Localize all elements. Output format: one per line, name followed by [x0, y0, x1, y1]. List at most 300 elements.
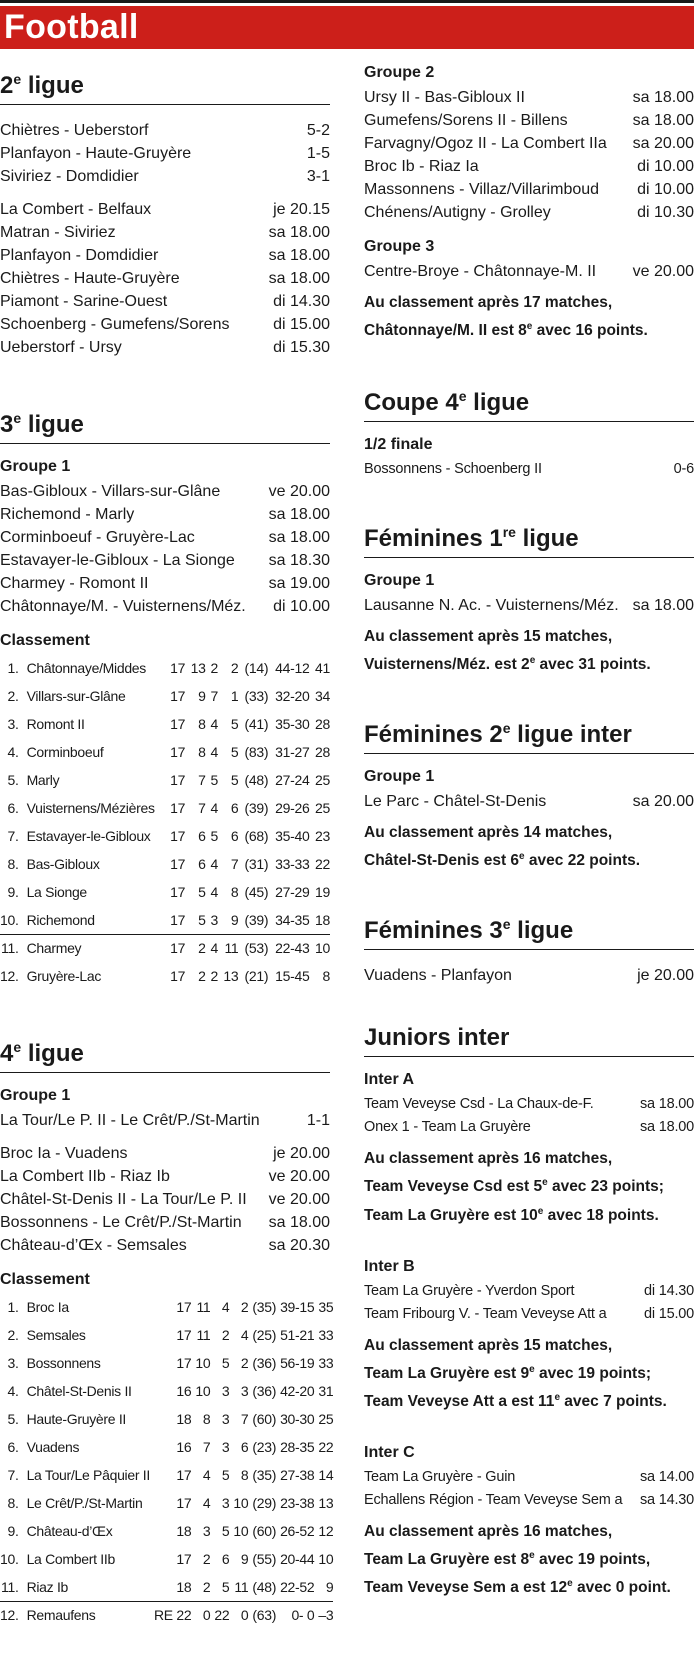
standing-losses: 6: [230, 800, 239, 816]
ligue2-groups-section: [364, 64, 694, 343]
standing-goals: 32-20: [275, 688, 310, 704]
standing-team: Marly: [26, 772, 60, 788]
standing-draws: 3: [221, 1495, 230, 1511]
fixture-row: [0, 336, 330, 359]
fem2-group-label: Groupe 1: [364, 768, 435, 786]
standing-points: 31: [318, 1383, 334, 1399]
standing-points: 10: [318, 1551, 334, 1567]
standing-played: 18: [176, 1523, 192, 1539]
standing-team: La Sionge: [26, 884, 87, 900]
standing-rank: 4.: [7, 1383, 19, 1399]
result-row: [0, 165, 330, 188]
standing-fairplay: (25): [252, 1327, 277, 1343]
standing-row: [0, 1349, 333, 1377]
standing-goals: 27-24: [275, 772, 310, 788]
standing-points: 28: [315, 716, 330, 732]
standing-rank: 5.: [7, 1411, 19, 1427]
result-row: [0, 119, 330, 142]
standing-goals: 22-52: [276, 1573, 314, 1601]
match-name: Richemond - Marly: [0, 506, 135, 523]
standing-row: [0, 906, 330, 934]
right-column: [364, 64, 694, 1632]
match-name: Châtonnaye/M. - Vuisternens/Méz.: [0, 598, 246, 615]
fem3-title: Féminines 3e ligue: [364, 909, 694, 950]
standing-fairplay: (36): [252, 1355, 277, 1371]
fixture-row: [0, 1188, 330, 1211]
match-time: sa 18.00: [639, 1096, 694, 1113]
standing-points: 22: [318, 1439, 334, 1455]
match-time: sa 20.00: [632, 135, 694, 152]
match-time: sa 18.00: [632, 597, 694, 615]
match-time: sa 18.00: [268, 270, 330, 287]
standing-row: [0, 822, 330, 850]
standing-rank: 4.: [7, 744, 19, 760]
fixture-row: [364, 790, 694, 813]
standing-wins: 3: [202, 1523, 211, 1539]
standing-row: [0, 1433, 333, 1461]
match-time: sa 18.00: [268, 247, 330, 264]
standing-fairplay: (63): [252, 1607, 277, 1624]
standing-draws: 2: [210, 660, 218, 676]
standing-row: [0, 1573, 333, 1601]
standing-points: 41: [315, 660, 330, 676]
ligue3-section: [0, 403, 330, 990]
standing-points: 14: [318, 1467, 334, 1483]
juniors-group: [364, 1258, 694, 1414]
groupe2-label: Groupe 2: [364, 64, 435, 81]
groupe3-note: Au classement après 17 matches, Châtonnaye/M. II est 8e avec 16 points.: [364, 294, 648, 340]
ligue4-group-label: Groupe 1: [0, 1087, 71, 1104]
match-time: ve 20.00: [268, 483, 330, 500]
standing-played: 17: [170, 884, 186, 900]
match-name: Chiètres - Ueberstorf: [0, 122, 149, 139]
fem1-section: [364, 517, 694, 677]
standing-wins: 11: [196, 1299, 211, 1315]
standing-wins: 5: [198, 884, 206, 900]
standing-row: [0, 850, 330, 878]
fixture-row: [364, 109, 694, 132]
standing-points: 22: [315, 856, 330, 872]
standing-fairplay: (55): [252, 1551, 277, 1567]
standing-losses: 6: [230, 828, 239, 844]
ligue4-title: 4e ligue: [0, 1032, 330, 1073]
standing-draws: 7: [210, 688, 218, 704]
standing-played: 17: [170, 716, 186, 732]
standing-wins: 13: [190, 660, 206, 676]
standing-draws: 2: [210, 968, 218, 984]
standing-row: [0, 1321, 333, 1349]
match-time: je 20.00: [273, 1145, 330, 1162]
standing-rank: 1.: [7, 1299, 19, 1315]
standing-goals: 42-20: [280, 1383, 315, 1399]
standing-losses: 5: [230, 772, 239, 788]
standing-wins: 10: [195, 1355, 211, 1371]
standing-row: [0, 1461, 333, 1489]
standing-played: 17: [176, 1299, 192, 1315]
match-score: 5-2: [306, 122, 330, 139]
match-name: Schoenberg - Gumefens/Sorens: [0, 316, 230, 333]
match-name: Centre-Broye - Châtonnaye-M. II: [364, 263, 597, 280]
standing-rank: 11.: [1, 940, 19, 957]
standing-row: [0, 1517, 333, 1545]
top-rule: [0, 0, 694, 3]
standing-team: Semsales: [26, 1327, 86, 1343]
fixture-row: [0, 549, 330, 572]
standing-losses: 2: [240, 1355, 249, 1371]
standing-goals: 15-45: [275, 968, 310, 984]
standing-team: Gruyère-Lac: [26, 968, 102, 984]
match-time: sa 18.00: [268, 1214, 330, 1231]
match-time: sa 19.00: [268, 575, 330, 592]
standing-played: RE 22: [153, 1607, 192, 1624]
coupe-group-label: 1/2 finale: [364, 436, 433, 454]
standing-row: [0, 794, 330, 822]
standing-team: La Tour/Le Pâquier II: [26, 1467, 150, 1483]
match-time: ve 20.00: [268, 1168, 330, 1185]
standing-losses: 9: [240, 1551, 249, 1567]
standing-wins: 2: [191, 1573, 210, 1601]
standing-fairplay: (14): [244, 660, 269, 676]
standing-wins: 7: [198, 800, 206, 816]
match-name: Ursy II - Bas-Gibloux II: [364, 89, 525, 106]
standing-goals: 22-43: [275, 940, 310, 957]
match-name: Onex 1 - Team La Gruyère: [364, 1119, 531, 1136]
match-time: sa 14.30: [639, 1492, 694, 1509]
standing-team: Broc Ia: [26, 1299, 69, 1315]
fixture-row: [364, 260, 694, 283]
standing-goals: 0- 0: [291, 1607, 315, 1624]
fixture-row: [0, 290, 330, 313]
match-time: sa 18.30: [268, 552, 330, 569]
match-name: Matran - Siviriez: [0, 224, 116, 241]
match-name: Corminboeuf - Gruyère-Lac: [0, 529, 195, 546]
match-name: Team La Gruyère - Guin: [364, 1469, 516, 1486]
match-time: di 14.30: [273, 293, 330, 310]
match-time: di 10.00: [637, 158, 694, 175]
standing-losses: 6: [240, 1439, 249, 1455]
fem1-title: Féminines 1re ligue: [364, 517, 694, 558]
standing-goals: 51-21: [280, 1327, 315, 1343]
standing-wins: 6: [198, 828, 206, 844]
juniors-group-note: Au classement après 15 matches, Team La Gruyère est 9e avec 19 points; Team Veveyse Att a est 11e avec 7 points.: [364, 1336, 667, 1411]
fixture-row: [0, 1234, 330, 1257]
match-name: Lausanne N. Ac. - Vuisternens/Méz.: [364, 597, 619, 615]
standing-row: [0, 1377, 333, 1405]
standing-points: 9: [314, 1573, 333, 1601]
fixture-row: [0, 572, 330, 595]
standing-draws: 4: [210, 800, 218, 816]
standing-goals: 29-26: [275, 800, 310, 816]
standing-played: 16: [176, 1439, 192, 1455]
match-time: ve 20.00: [268, 1191, 330, 1208]
standing-losses: 11: [224, 940, 239, 957]
standing-draws: 4: [210, 856, 218, 872]
match-name: Broc Ia - Vuadens: [0, 1145, 128, 1162]
standing-played: 17: [170, 856, 186, 872]
standing-losses: 13: [223, 968, 239, 984]
match-time: di 15.30: [273, 339, 330, 356]
ligue3-standings-label: Classement: [0, 632, 90, 649]
fixture-row: [0, 267, 330, 290]
ligue2-section: [0, 64, 330, 359]
match-name: Le Parc - Châtel-St-Denis: [364, 793, 547, 811]
standing-fairplay: (36): [252, 1383, 277, 1399]
standing-row: [0, 1293, 333, 1321]
standing-wins: 2: [202, 1551, 211, 1567]
standing-fairplay: (33): [244, 688, 269, 704]
fixture-row: [364, 1280, 694, 1303]
standing-fairplay: (83): [244, 744, 269, 760]
standing-row: [0, 766, 330, 794]
standing-losses: 10: [233, 1495, 249, 1511]
standing-fairplay: (39): [244, 800, 269, 816]
fixture-row: [364, 964, 694, 987]
match-name: Team Veveyse Csd - La Chaux-de-F.: [364, 1096, 594, 1113]
standing-wins: 9: [198, 688, 206, 704]
standing-wins: 0: [202, 1607, 211, 1624]
match-name: Farvagny/Ogoz II - La Combert IIa: [364, 135, 607, 152]
left-column: [0, 64, 334, 1661]
standing-played: 18: [176, 1411, 192, 1427]
standing-losses: 8: [230, 884, 239, 900]
standing-played: 18: [150, 1573, 191, 1601]
match-time: sa 20.00: [632, 793, 694, 811]
standing-row: [0, 934, 330, 962]
fixture-row: [364, 1489, 694, 1512]
standing-played: 17: [170, 660, 186, 676]
standing-goals: 30-30: [280, 1411, 315, 1427]
standing-team: Bas-Gibloux: [26, 856, 100, 872]
match-name: La Combert - Belfaux: [0, 201, 152, 218]
juniors-title: Juniors inter: [364, 1023, 694, 1057]
match-name: Bas-Gibloux - Villars-sur-Glâne: [0, 483, 221, 500]
fem2-title: Féminines 2e ligue inter: [364, 713, 694, 754]
standing-played: 17: [176, 1355, 192, 1371]
standing-points: 33: [318, 1327, 334, 1343]
standing-wins: 7: [202, 1439, 211, 1455]
match-name: Siviriez - Domdidier: [0, 168, 139, 185]
standing-losses: 7: [240, 1411, 249, 1427]
standing-losses: 10: [233, 1523, 249, 1539]
standing-wins: 8: [202, 1411, 211, 1427]
match-name: Chénens/Autigny - Grolley: [364, 204, 551, 221]
standing-draws: 4: [210, 884, 218, 900]
standing-goals: 27-29: [275, 884, 310, 900]
match-time: sa 18.00: [632, 112, 694, 129]
ligue3-group-label: Groupe 1: [0, 458, 71, 475]
standing-team: Vuadens: [26, 1439, 80, 1455]
standing-points: 10: [315, 940, 330, 957]
standing-team: Le Crêt/P./St-Martin: [26, 1495, 143, 1511]
match-name: Charmey - Romont II: [0, 575, 149, 592]
standing-fairplay: (39): [238, 906, 268, 934]
juniors-group-label: Inter C: [364, 1444, 415, 1462]
standing-losses: 2: [230, 660, 239, 676]
standing-played: 17: [176, 1495, 192, 1511]
standing-goals: 56-19: [280, 1355, 315, 1371]
match-time: sa 20.30: [268, 1237, 330, 1254]
standing-team: Riaz Ib: [25, 1573, 150, 1601]
standing-losses: 0: [240, 1607, 249, 1624]
standing-draws: 3: [221, 1439, 230, 1455]
standing-fairplay: (35): [252, 1467, 277, 1483]
standing-draws: 5: [210, 772, 218, 788]
fixture-row: [364, 155, 694, 178]
standing-played: 17: [170, 772, 186, 788]
standing-points: 34: [315, 688, 330, 704]
ligue3-title: 3e ligue: [0, 403, 330, 444]
match-time: sa 18.00: [639, 1119, 694, 1136]
match-time: di 15.00: [644, 1305, 694, 1322]
standing-goals: 23-38: [280, 1495, 315, 1511]
standing-team: Corminboeuf: [26, 744, 104, 760]
match-time: je 20.00: [637, 967, 694, 985]
fixture-row: [0, 503, 330, 526]
ligue4-section: [0, 1032, 334, 1629]
match-time: ve 20.00: [632, 263, 694, 280]
standing-wins: 4: [202, 1495, 211, 1511]
standing-played: 17: [170, 744, 186, 760]
standing-rank: 9.: [7, 884, 19, 900]
match-name: Gumefens/Sorens II - Billens: [364, 112, 568, 129]
fixture-row: [0, 1165, 330, 1188]
standing-played: 16: [176, 1383, 192, 1399]
fixture-row: [364, 594, 694, 617]
standing-row: [0, 1489, 333, 1517]
standing-rank: 6.: [7, 800, 19, 816]
standing-team: Villars-sur-Glâne: [26, 688, 126, 704]
standing-played: 17: [170, 688, 186, 704]
match-name: Planfayon - Haute-Gruyère: [0, 145, 192, 162]
standing-team: Charmey: [26, 940, 82, 957]
match-name: La Combert IIb - Riaz Ib: [0, 1168, 170, 1185]
result-row: [0, 1109, 330, 1132]
standing-team: Haute-Gruyère II: [26, 1411, 127, 1427]
standing-draws: 5: [221, 1355, 230, 1371]
standing-points: 25: [315, 800, 330, 816]
standing-row: [0, 710, 330, 738]
fixture-row: [364, 178, 694, 201]
standing-rank: 12.: [0, 1607, 19, 1624]
standing-played: 17: [176, 1327, 192, 1343]
standing-played: 17: [170, 828, 186, 844]
standing-points: 13: [318, 1495, 334, 1511]
fem2-note: Au classement après 14 matches, Châtel-St-Denis est 6e avec 22 points.: [364, 824, 641, 870]
match-time: di 10.00: [273, 598, 330, 615]
match-name: Chiètres - Haute-Gruyère: [0, 270, 180, 287]
standing-wins: 11: [196, 1327, 211, 1343]
standing-rank: 6.: [7, 1439, 19, 1455]
standing-fairplay: (31): [244, 856, 269, 872]
standing-team: Châtonnaye/Middes: [26, 660, 146, 676]
standing-row: [0, 1405, 333, 1433]
match-time: sa 18.00: [268, 506, 330, 523]
fixture-row: [364, 1466, 694, 1489]
standing-goals: 20-44: [280, 1551, 315, 1567]
standing-goals: 33-33: [275, 856, 310, 872]
match-name: Bossonnens - Le Crêt/P./St-Martin: [0, 1214, 242, 1231]
standing-wins: 2: [198, 940, 206, 957]
match-name: Team Fribourg V. - Team Veveyse Att a: [364, 1305, 607, 1322]
standing-goals: 35-40: [275, 828, 310, 844]
section-banner: [0, 6, 694, 49]
standing-wins: 5: [185, 906, 205, 934]
standing-fairplay: (48): [248, 1573, 276, 1601]
standing-team: Romont II: [26, 716, 85, 732]
standing-draws: 4: [210, 744, 218, 760]
fixture-row: [0, 244, 330, 267]
match-name: Château-d’Œx - Semsales: [0, 1237, 187, 1254]
standing-rank: 1.: [7, 660, 19, 676]
match-name: Echallens Région - Team Veveyse Sem a: [364, 1492, 623, 1509]
standing-row: [0, 962, 330, 990]
standing-draws: 5: [210, 1573, 229, 1601]
banner-title: Football: [4, 8, 139, 46]
standing-points: 25: [318, 1411, 334, 1427]
fem3-section: [364, 909, 694, 987]
standing-draws: 3: [221, 1411, 230, 1427]
groupe3-label: Groupe 3: [364, 238, 435, 255]
standing-played: 17: [170, 800, 186, 816]
standing-fairplay: (21): [244, 968, 269, 984]
result-row: [0, 142, 330, 165]
standing-played: 17: [170, 940, 186, 957]
standing-points: 25: [315, 772, 330, 788]
match-name: Bossonnens - Schoenberg II: [364, 461, 542, 478]
juniors-group: [364, 1444, 694, 1600]
standing-rank: 2.: [7, 688, 19, 704]
standing-goals: 28-35: [280, 1439, 315, 1455]
fixture-row: [0, 198, 330, 221]
standing-points: 23: [315, 828, 330, 844]
standing-rank: 8.: [7, 856, 19, 872]
fixture-row: [0, 526, 330, 549]
standing-wins: 8: [198, 744, 206, 760]
standing-losses: 7: [230, 856, 239, 872]
standing-draws: 5: [221, 1523, 230, 1539]
standing-fairplay: (45): [244, 884, 269, 900]
standing-rank: 11.: [0, 1573, 25, 1601]
standing-points: 35: [318, 1299, 334, 1315]
standing-losses: 3: [240, 1383, 249, 1399]
standing-team: La Combert IIb: [26, 1551, 115, 1567]
standing-goals: 44-12: [275, 660, 310, 676]
match-name: Vuadens - Planfayon: [364, 967, 512, 985]
match-time: je 20.15: [273, 201, 330, 218]
standing-points: 33: [318, 1355, 334, 1371]
fixture-row: [364, 132, 694, 155]
ligue3-standings-table: [0, 654, 330, 990]
standing-draws: 4: [210, 716, 218, 732]
ligue2-title: 2e ligue: [0, 64, 330, 105]
standing-fairplay: (29): [252, 1495, 277, 1511]
standing-rank: 3.: [7, 716, 19, 732]
standing-losses: 9: [218, 906, 238, 934]
standing-team: Château-d’Œx: [26, 1523, 113, 1539]
standing-team: Richemond: [25, 906, 165, 934]
standing-fairplay: (41): [244, 716, 269, 732]
match-time: di 10.30: [637, 204, 694, 221]
standing-played: 17: [165, 906, 185, 934]
juniors-section: [364, 1023, 694, 1600]
standing-played: 17: [170, 968, 186, 984]
match-name: Broc Ib - Riaz Ia: [364, 158, 479, 175]
standing-goals: 34-35: [268, 906, 309, 934]
standing-fairplay: (23): [252, 1439, 277, 1455]
fixture-row: [0, 313, 330, 336]
standing-rank: 7.: [7, 1467, 19, 1483]
standing-played: 17: [176, 1467, 192, 1483]
